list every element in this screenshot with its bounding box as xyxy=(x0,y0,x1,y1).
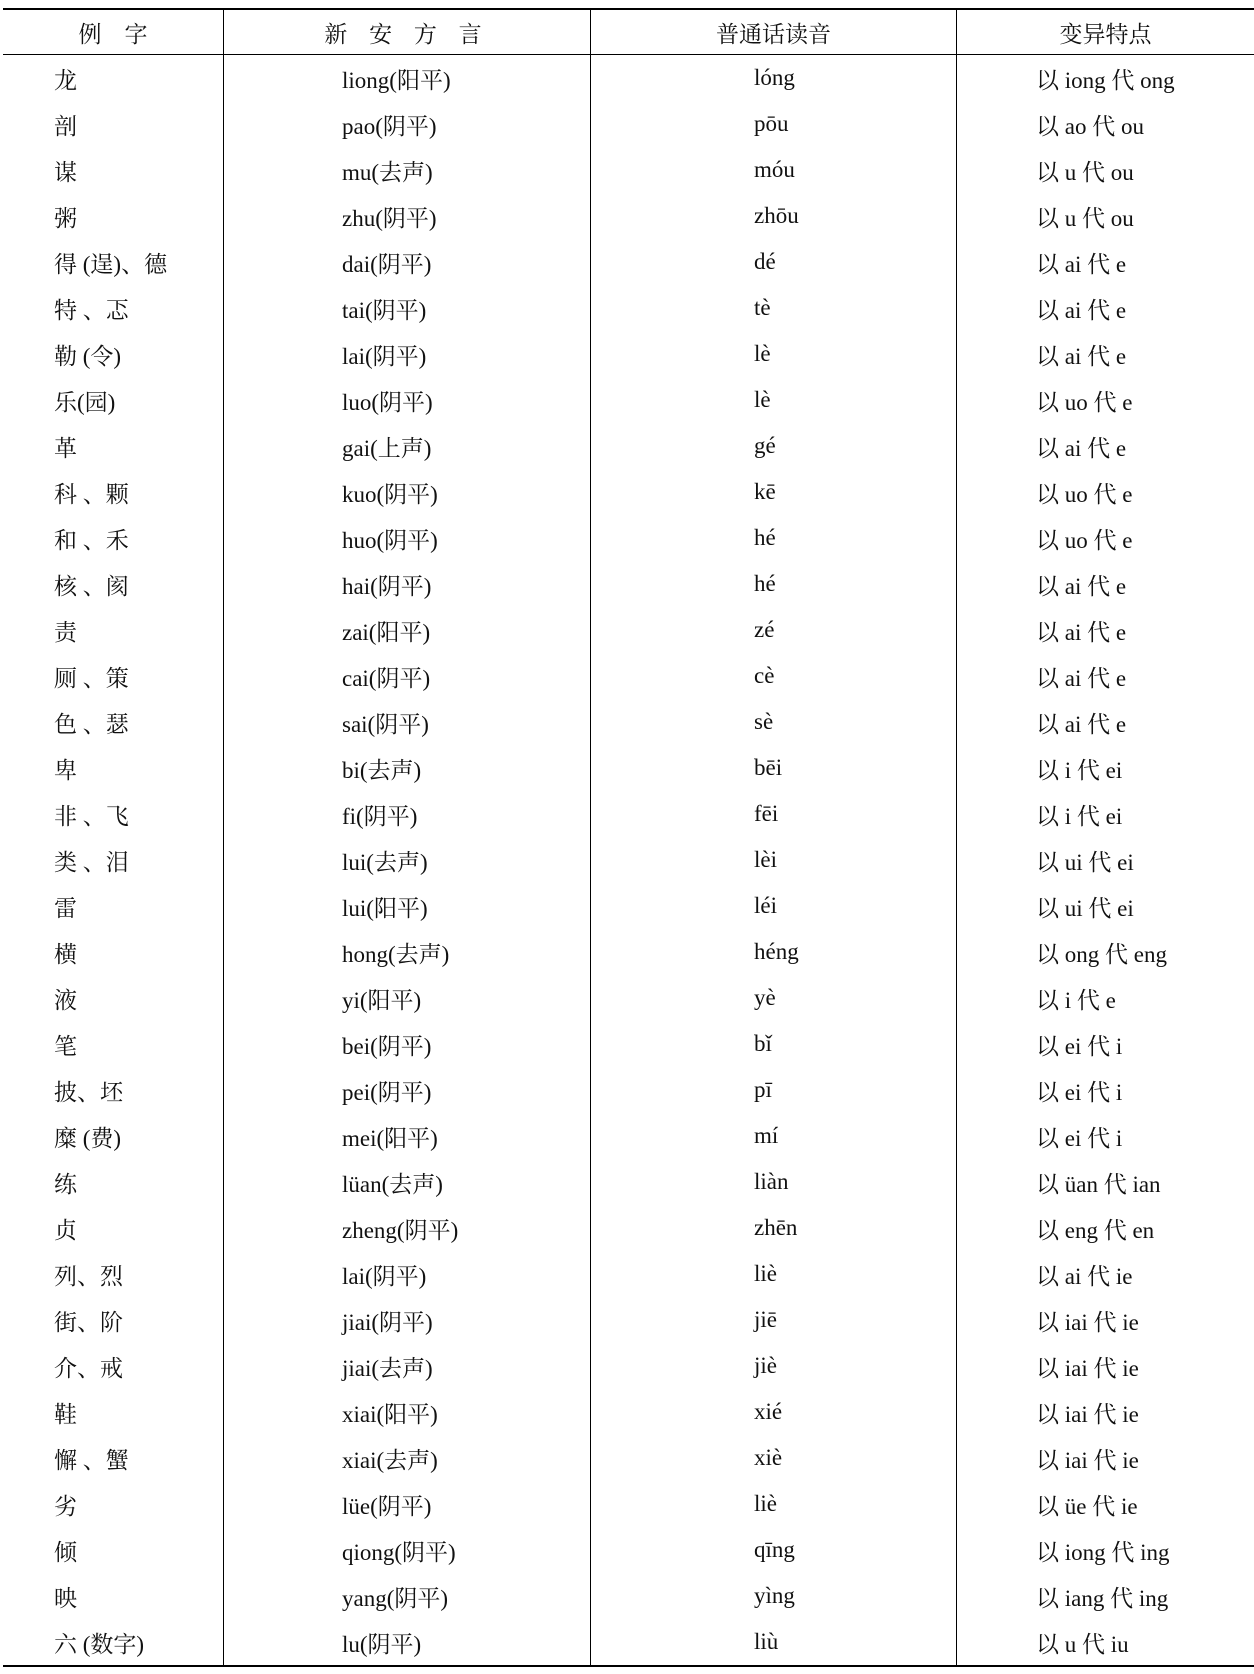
variation-feature-cell: 以 uo 代 e xyxy=(956,377,1254,423)
variation-feature-cell: 以 i 代 ei xyxy=(956,745,1254,791)
variation-feature-cell: 以 ai 代 e xyxy=(956,653,1254,699)
variation-feature-cell: 以 ong 代 eng xyxy=(956,929,1254,975)
variation-feature-cell: 以 u 代 iu xyxy=(956,1619,1254,1665)
xinan-dialect-cell: huo(阴平) xyxy=(223,515,590,561)
xinan-dialect-cell: xiai(去声) xyxy=(223,1435,590,1481)
variation-feature-cell: 以 ai 代 e xyxy=(956,561,1254,607)
table-row xyxy=(3,285,1254,331)
example-char-cell: 笔 xyxy=(54,1033,77,1059)
variation-feature-cell: 以 üan 代 ian xyxy=(956,1159,1254,1205)
table-header-row xyxy=(3,10,1254,55)
xinan-dialect-cell: lai(阴平) xyxy=(223,1251,590,1297)
mandarin-reading-cell: liù xyxy=(590,1619,956,1665)
xinan-dialect-cell: lu(阴平) xyxy=(223,1619,590,1665)
table-row xyxy=(3,607,1254,653)
header-xinan-dialect: 新 安 方 言 xyxy=(223,10,590,54)
variation-feature-cell: 以 i 代 e xyxy=(956,975,1254,1021)
variation-feature-cell: 以 uo 代 e xyxy=(956,469,1254,515)
xinan-dialect-cell: lüe(阴平) xyxy=(223,1481,590,1527)
xinan-dialect-cell: pao(阴平) xyxy=(223,101,590,147)
mandarin-reading-cell: lè xyxy=(590,331,956,377)
variation-feature-cell: 以 ai 代 e xyxy=(956,699,1254,745)
variation-feature-cell: 以 iai 代 ie xyxy=(956,1343,1254,1389)
table-row xyxy=(3,193,1254,239)
mandarin-reading-cell: sè xyxy=(590,699,956,745)
example-char-cell: 乐(园) xyxy=(54,389,116,415)
example-char-cell: 液 xyxy=(54,987,77,1013)
example-char-cell: 核 、阂 xyxy=(54,573,129,599)
table-row xyxy=(3,699,1254,745)
xinan-dialect-cell: lui(阳平) xyxy=(223,883,590,929)
xinan-dialect-cell: tai(阴平) xyxy=(223,285,590,331)
example-char-cell: 责 xyxy=(54,619,77,645)
dialect-comparison-table xyxy=(3,8,1254,1667)
example-char-cell: 科 、颗 xyxy=(54,481,129,507)
table-row xyxy=(3,239,1254,285)
mandarin-reading-cell: qīng xyxy=(590,1527,956,1573)
example-char-cell: 粥 xyxy=(54,205,77,231)
xinan-dialect-cell: lui(去声) xyxy=(223,837,590,883)
table-row xyxy=(3,1481,1254,1527)
xinan-dialect-cell: yang(阴平) xyxy=(223,1573,590,1619)
table-row xyxy=(3,1527,1254,1573)
example-char-cell: 练 xyxy=(54,1171,77,1197)
example-char-cell: 鞋 xyxy=(54,1401,77,1427)
xinan-dialect-cell: gai(上声) xyxy=(223,423,590,469)
example-char-cell: 剖 xyxy=(54,113,77,139)
variation-feature-cell: 以 ai 代 e xyxy=(956,239,1254,285)
mandarin-reading-cell: lóng xyxy=(590,55,956,101)
xinan-dialect-cell: lüan(去声) xyxy=(223,1159,590,1205)
mandarin-reading-cell: léi xyxy=(590,883,956,929)
mandarin-reading-cell: kē xyxy=(590,469,956,515)
example-char-cell: 劣 xyxy=(54,1493,77,1519)
variation-feature-cell: 以 üe 代 ie xyxy=(956,1481,1254,1527)
mandarin-reading-cell: pī xyxy=(590,1067,956,1113)
example-char-cell: 映 xyxy=(54,1585,77,1611)
xinan-dialect-cell: bi(去声) xyxy=(223,745,590,791)
table-row xyxy=(3,745,1254,791)
variation-feature-cell: 以 ai 代 e xyxy=(956,607,1254,653)
example-char-cell: 得 (逞)、德 xyxy=(54,251,168,277)
mandarin-reading-cell: mí xyxy=(590,1113,956,1159)
xinan-dialect-cell: jiai(阴平) xyxy=(223,1297,590,1343)
mandarin-reading-cell: bēi xyxy=(590,745,956,791)
mandarin-reading-cell: zé xyxy=(590,607,956,653)
table-row xyxy=(3,653,1254,699)
variation-feature-cell: 以 ei 代 i xyxy=(956,1021,1254,1067)
mandarin-reading-cell: móu xyxy=(590,147,956,193)
example-char-cell: 六 (数字) xyxy=(54,1631,145,1657)
table-row xyxy=(3,515,1254,561)
example-char-cell: 革 xyxy=(54,435,77,461)
xinan-dialect-cell: luo(阴平) xyxy=(223,377,590,423)
header-mandarin-reading: 普通话读音 xyxy=(590,10,956,54)
xinan-dialect-cell: qiong(阴平) xyxy=(223,1527,590,1573)
example-char-cell: 和 、禾 xyxy=(54,527,129,553)
table-row xyxy=(3,469,1254,515)
xinan-dialect-cell: dai(阴平) xyxy=(223,239,590,285)
mandarin-reading-cell: zhēn xyxy=(590,1205,956,1251)
table-row xyxy=(3,147,1254,193)
table-body xyxy=(3,55,1254,1665)
example-char-cell: 类 、泪 xyxy=(54,849,129,875)
variation-feature-cell: 以 iang 代 ing xyxy=(956,1573,1254,1619)
table-row xyxy=(3,975,1254,1021)
example-char-cell: 倾 xyxy=(54,1539,77,1565)
variation-feature-cell: 以 u 代 ou xyxy=(956,193,1254,239)
mandarin-reading-cell: zhōu xyxy=(590,193,956,239)
xinan-dialect-cell: hai(阴平) xyxy=(223,561,590,607)
table-row xyxy=(3,1435,1254,1481)
table-row xyxy=(3,1159,1254,1205)
variation-feature-cell: 以 iong 代 ing xyxy=(956,1527,1254,1573)
mandarin-reading-cell: xié xyxy=(590,1389,956,1435)
example-char-cell: 介、戒 xyxy=(54,1355,123,1381)
variation-feature-cell: 以 eng 代 en xyxy=(956,1205,1254,1251)
xinan-dialect-cell: pei(阴平) xyxy=(223,1067,590,1113)
table-row xyxy=(3,791,1254,837)
example-char-cell: 披、坯 xyxy=(54,1079,123,1105)
variation-feature-cell: 以 u 代 ou xyxy=(956,147,1254,193)
variation-feature-cell: 以 iai 代 ie xyxy=(956,1435,1254,1481)
table-row xyxy=(3,1021,1254,1067)
mandarin-reading-cell: bǐ xyxy=(590,1021,956,1067)
mandarin-reading-cell: hé xyxy=(590,561,956,607)
mandarin-reading-cell: gé xyxy=(590,423,956,469)
mandarin-reading-cell: jiè xyxy=(590,1343,956,1389)
variation-feature-cell: 以 ui 代 ei xyxy=(956,837,1254,883)
mandarin-reading-cell: dé xyxy=(590,239,956,285)
xinan-dialect-cell: liong(阳平) xyxy=(223,55,590,101)
variation-feature-cell: 以 ao 代 ou xyxy=(956,101,1254,147)
variation-feature-cell: 以 ui 代 ei xyxy=(956,883,1254,929)
variation-feature-cell: 以 iai 代 ie xyxy=(956,1389,1254,1435)
xinan-dialect-cell: mu(去声) xyxy=(223,147,590,193)
mandarin-reading-cell: tè xyxy=(590,285,956,331)
example-char-cell: 糜 (费) xyxy=(54,1125,122,1151)
table-row xyxy=(3,929,1254,975)
example-char-cell: 色 、瑟 xyxy=(54,711,129,737)
mandarin-reading-cell: pōu xyxy=(590,101,956,147)
variation-feature-cell: 以 ai 代 e xyxy=(956,423,1254,469)
xinan-dialect-cell: lai(阴平) xyxy=(223,331,590,377)
table-row xyxy=(3,1113,1254,1159)
mandarin-reading-cell: jiē xyxy=(590,1297,956,1343)
variation-feature-cell: 以 ei 代 i xyxy=(956,1067,1254,1113)
mandarin-reading-cell: lè xyxy=(590,377,956,423)
example-char-cell: 横 xyxy=(54,941,77,967)
example-char-cell: 龙 xyxy=(54,67,77,93)
example-char-cell: 贞 xyxy=(54,1217,77,1243)
header-variation-feature: 变异特点 xyxy=(956,10,1254,54)
xinan-dialect-cell: jiai(去声) xyxy=(223,1343,590,1389)
header-example-char: 例 字 xyxy=(78,21,148,47)
example-char-cell: 懈 、蟹 xyxy=(54,1447,129,1473)
table-row xyxy=(3,837,1254,883)
xinan-dialect-cell: xiai(阳平) xyxy=(223,1389,590,1435)
table-row xyxy=(3,1297,1254,1343)
table-row xyxy=(3,1343,1254,1389)
xinan-dialect-cell: bei(阴平) xyxy=(223,1021,590,1067)
table-row xyxy=(3,331,1254,377)
xinan-dialect-cell: hong(去声) xyxy=(223,929,590,975)
example-char-cell: 列、烈 xyxy=(54,1263,123,1289)
xinan-dialect-cell: zheng(阴平) xyxy=(223,1205,590,1251)
table-row xyxy=(3,1619,1254,1665)
table-row xyxy=(3,1067,1254,1113)
mandarin-reading-cell: cè xyxy=(590,653,956,699)
table-row xyxy=(3,423,1254,469)
xinan-dialect-cell: cai(阴平) xyxy=(223,653,590,699)
xinan-dialect-cell: mei(阳平) xyxy=(223,1113,590,1159)
variation-feature-cell: 以 uo 代 e xyxy=(956,515,1254,561)
example-char-cell: 卑 xyxy=(54,757,77,783)
mandarin-reading-cell: lèi xyxy=(590,837,956,883)
mandarin-reading-cell: yìng xyxy=(590,1573,956,1619)
xinan-dialect-cell: sai(阴平) xyxy=(223,699,590,745)
variation-feature-cell: 以 iai 代 ie xyxy=(956,1297,1254,1343)
xinan-dialect-cell: zai(阳平) xyxy=(223,607,590,653)
mandarin-reading-cell: hé xyxy=(590,515,956,561)
variation-feature-cell: 以 ei 代 i xyxy=(956,1113,1254,1159)
mandarin-reading-cell: fēi xyxy=(590,791,956,837)
variation-feature-cell: 以 i 代 ei xyxy=(956,791,1254,837)
variation-feature-cell: 以 ai 代 e xyxy=(956,285,1254,331)
example-char-cell: 谋 xyxy=(54,159,77,185)
table-row xyxy=(3,883,1254,929)
mandarin-reading-cell: xiè xyxy=(590,1435,956,1481)
table-row xyxy=(3,1389,1254,1435)
variation-feature-cell: 以 iong 代 ong xyxy=(956,55,1254,101)
table-row xyxy=(3,377,1254,423)
table-row xyxy=(3,1573,1254,1619)
variation-feature-cell: 以 ai 代 ie xyxy=(956,1251,1254,1297)
example-char-cell: 特 、忑 xyxy=(54,297,129,323)
table-row xyxy=(3,101,1254,147)
xinan-dialect-cell: kuo(阴平) xyxy=(223,469,590,515)
table-row xyxy=(3,1205,1254,1251)
mandarin-reading-cell: yè xyxy=(590,975,956,1021)
xinan-dialect-cell: yi(阳平) xyxy=(223,975,590,1021)
table-row xyxy=(3,561,1254,607)
example-char-cell: 街、阶 xyxy=(54,1309,123,1335)
variation-feature-cell: 以 ai 代 e xyxy=(956,331,1254,377)
example-char-cell: 非 、飞 xyxy=(54,803,129,829)
xinan-dialect-cell: fi(阴平) xyxy=(223,791,590,837)
mandarin-reading-cell: liàn xyxy=(590,1159,956,1205)
mandarin-reading-cell: héng xyxy=(590,929,956,975)
xinan-dialect-cell: zhu(阴平) xyxy=(223,193,590,239)
example-char-cell: 勒 (令) xyxy=(54,343,122,369)
mandarin-reading-cell: liè xyxy=(590,1481,956,1527)
example-char-cell: 厕 、策 xyxy=(54,665,129,691)
mandarin-reading-cell: liè xyxy=(590,1251,956,1297)
table-row xyxy=(3,55,1254,101)
example-char-cell: 雷 xyxy=(54,895,77,921)
table-row xyxy=(3,1251,1254,1297)
